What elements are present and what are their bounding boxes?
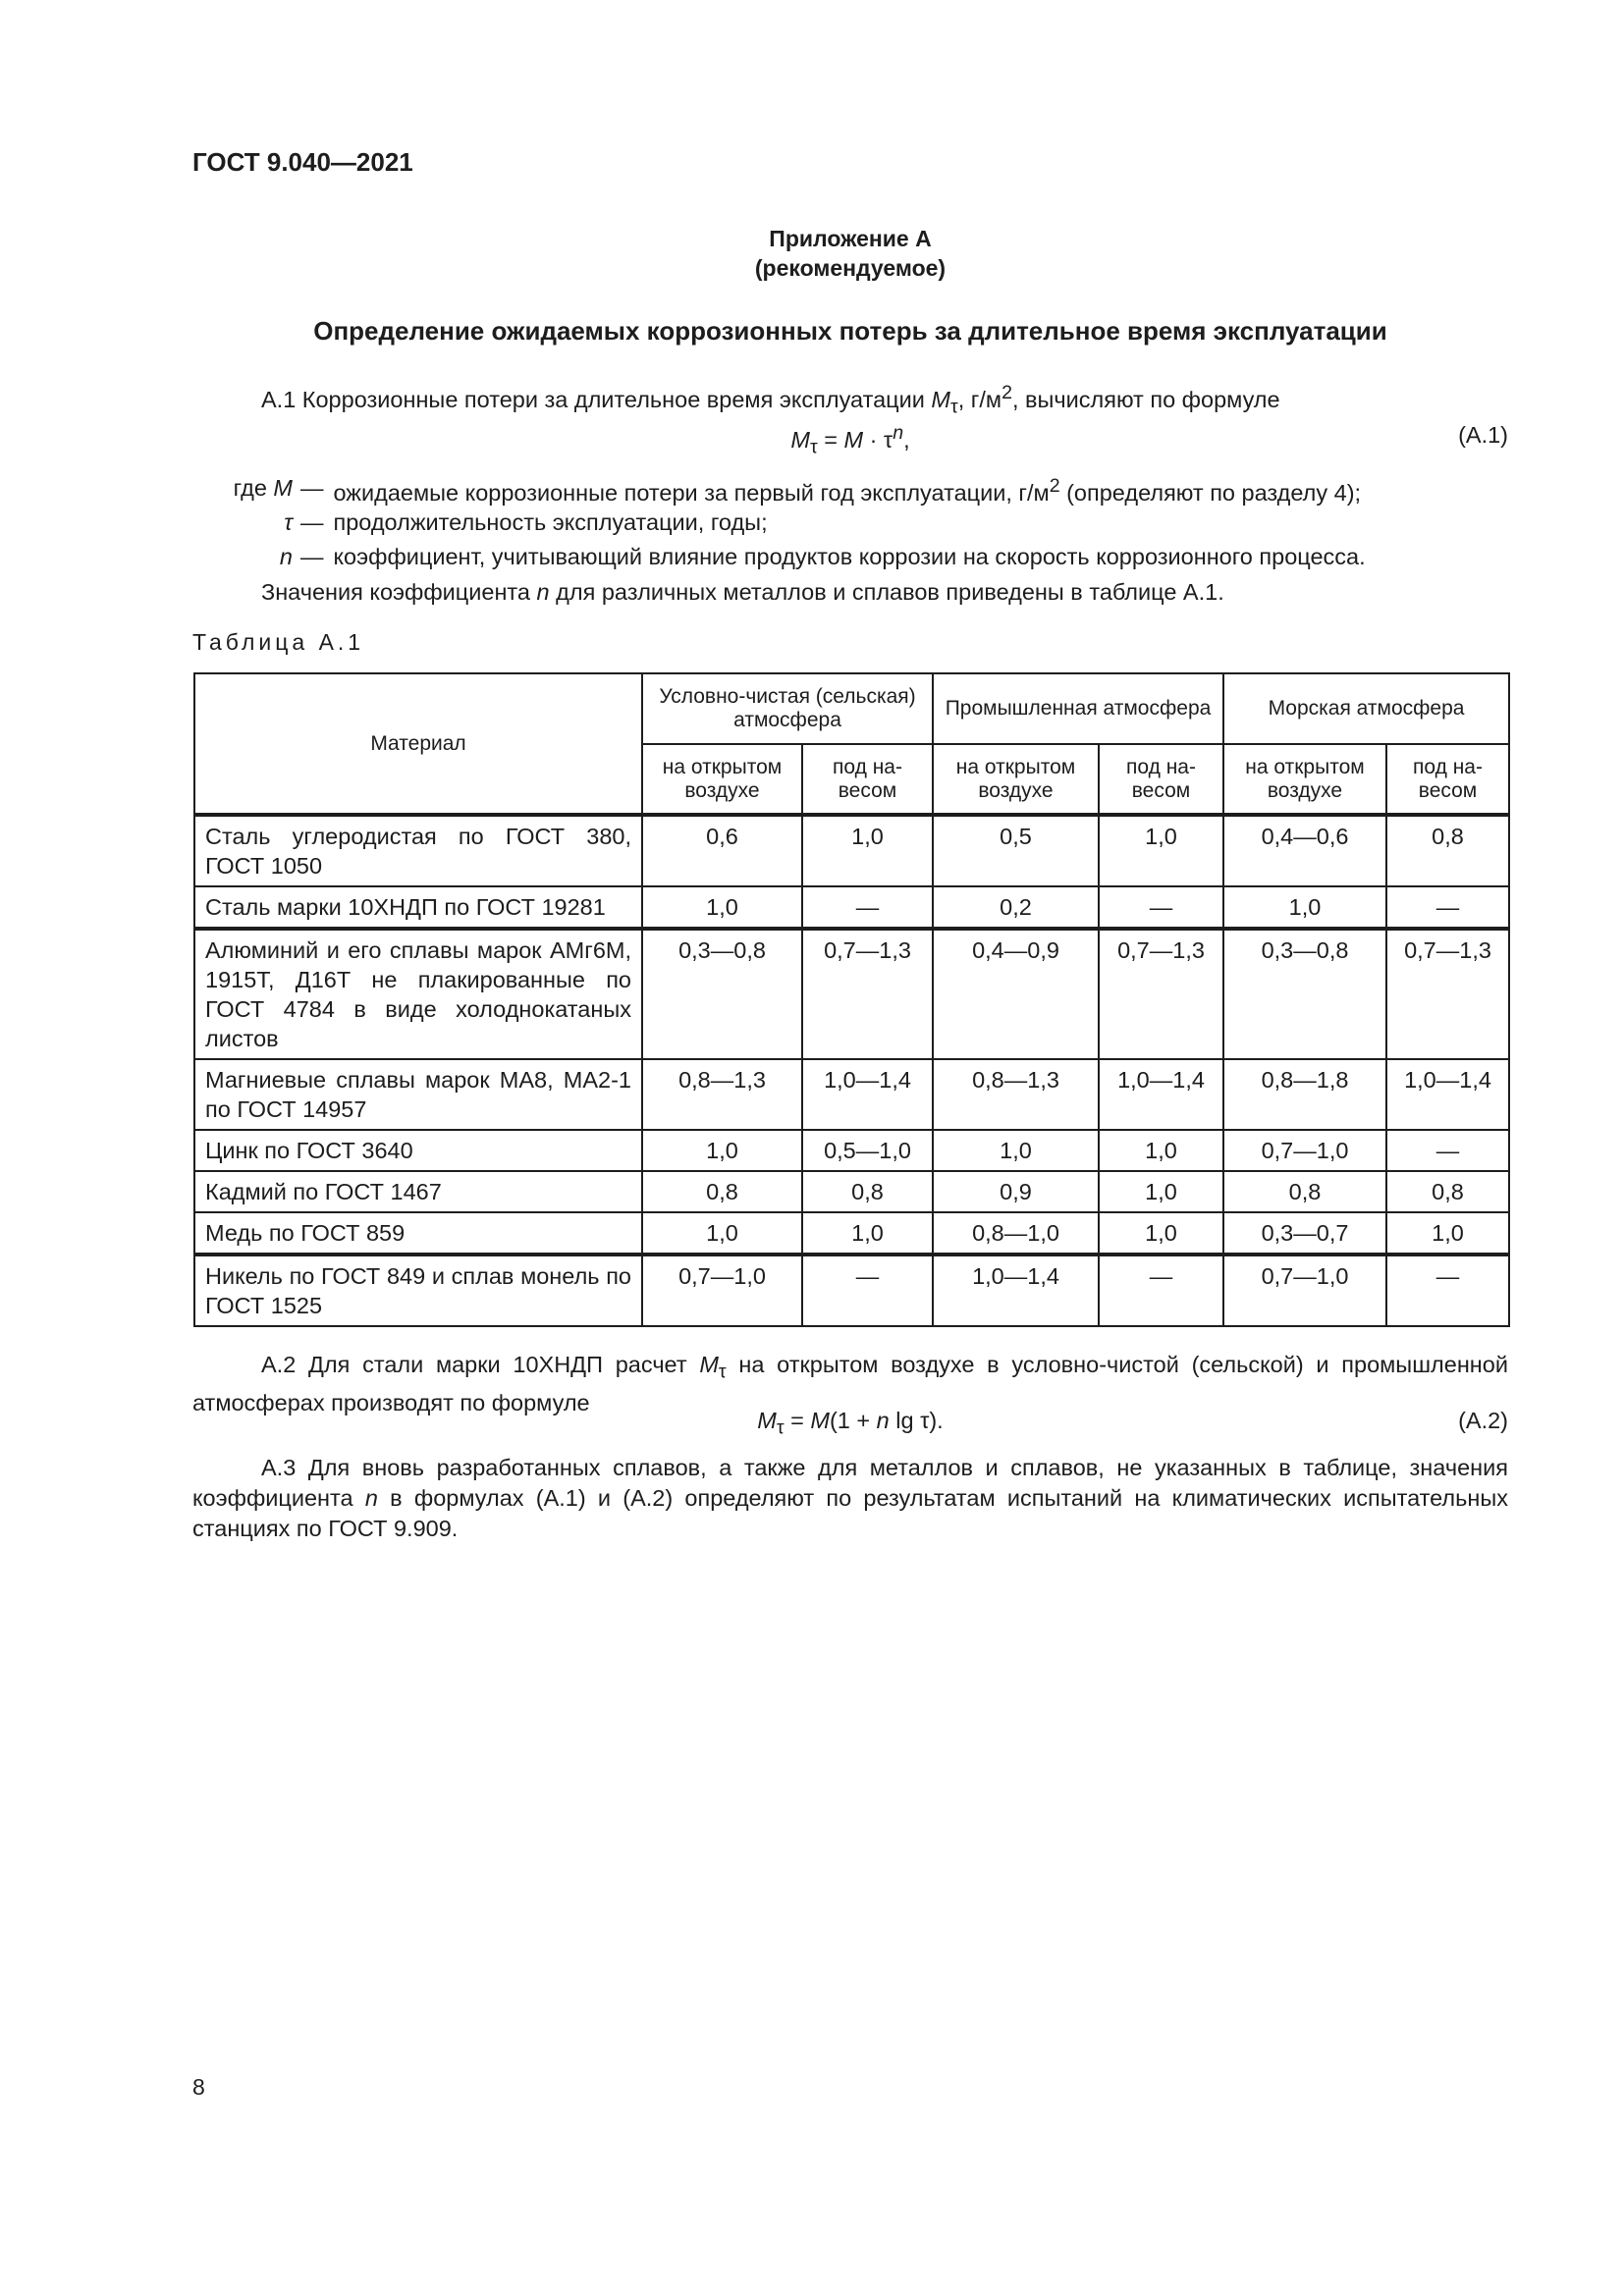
coefficient-table [193, 672, 1510, 1327]
header-group: Промышленная атмосфера [933, 673, 1223, 744]
formula-number-a1: (А.1) [1458, 422, 1508, 448]
material-cell: Сталь марки 10ХНДП по ГОСТ 19281 [194, 886, 642, 929]
header-material: Материал [194, 673, 642, 815]
coefficient-note: Значения коэффициента n для различных металлов и сплавов приведены в таблице А.1. [261, 579, 1224, 605]
material-cell: Кадмий по ГОСТ 1467 [194, 1171, 642, 1212]
material-cell: Магниевые сплавы марок МА8, МА2-1 по ГОСТ 14957 [194, 1059, 642, 1130]
material-cell: Цинк по ГОСТ 3640 [194, 1130, 642, 1171]
value-cell: 0,3—0,8 [642, 929, 802, 1059]
appendix-title: Приложение А [769, 226, 932, 251]
header-open-air: на открытом воздухе [1223, 744, 1386, 815]
value-cell: 0,2 [933, 886, 1099, 929]
value-cell: 1,0 [802, 815, 933, 886]
material-cell: Медь по ГОСТ 859 [194, 1212, 642, 1255]
paragraph-a3: А.3 Для вновь разработанных сплавов, а также для металлов и сплавов, не указанных в таблице, значения коэффициента n в формулах (А.1) и (А.2) определяют по результатам испытаний на климатических испытательных станциях по ГОСТ 9.909. [192, 1455, 1508, 1541]
table-row [194, 886, 1509, 929]
header-group: Условно-чистая (сельская) атмосфера [642, 673, 933, 744]
value-cell: — [1386, 1130, 1509, 1171]
header-under-shed: под на-весом [802, 744, 933, 815]
value-cell: 0,7—1,0 [642, 1255, 802, 1326]
table-row [194, 1130, 1509, 1171]
value-cell: 1,0—1,4 [1386, 1059, 1509, 1130]
header-group: Морская атмосфера [1223, 673, 1509, 744]
value-cell: 0,7—1,3 [1386, 929, 1509, 1059]
value-cell: 0,7—1,0 [1223, 1255, 1386, 1326]
value-cell: 0,4—0,6 [1223, 815, 1386, 886]
value-cell: 1,0 [1223, 886, 1386, 929]
value-cell: 0,3—0,7 [1223, 1212, 1386, 1255]
value-cell: 0,8 [1386, 1171, 1509, 1212]
formula-number-a2: (А.2) [1458, 1408, 1508, 1433]
value-cell: 0,5 [933, 815, 1099, 886]
table-row [194, 929, 1509, 1059]
appendix-heading: Определение ожидаемых коррозионных потерь за длительное время эксплуатации [313, 316, 1387, 346]
page-number: 8 [192, 2074, 205, 2100]
material-cell: Никель по ГОСТ 849 и сплав монель по ГОСТ 1525 [194, 1255, 642, 1326]
value-cell: 0,8—1,8 [1223, 1059, 1386, 1130]
formula-a1: $M_\tau = M \cdot \tau^n$, [790, 422, 910, 458]
value-cell: 1,0—1,4 [802, 1059, 933, 1130]
value-cell: — [802, 1255, 933, 1326]
value-cell: 1,0 [1099, 1130, 1223, 1171]
header-under-shed: под на-весом [1099, 744, 1223, 815]
value-cell: 1,0 [1386, 1212, 1509, 1255]
value-cell: — [1099, 1255, 1223, 1326]
value-cell: 0,7—1,0 [1223, 1130, 1386, 1171]
table-row [194, 1059, 1509, 1130]
table-row [194, 815, 1509, 886]
paragraph-a2: А.2 Для стали марки 10ХНДП расчет $M_\tau$ на открытом воздухе в условно-чистой (сельской) и промышленной атмосферах производят по формуле [192, 1352, 1508, 1415]
value-cell: — [1386, 886, 1509, 929]
value-cell: 0,7—1,3 [1099, 929, 1223, 1059]
material-cell: Сталь углеродистая по ГОСТ 380, ГОСТ 1050 [194, 815, 642, 886]
value-cell: — [1099, 886, 1223, 929]
value-cell: 1,0—1,4 [1099, 1059, 1223, 1130]
value-cell: 0,8—1,3 [642, 1059, 802, 1130]
value-cell: 0,8 [642, 1171, 802, 1212]
standard-code: ГОСТ 9.040—2021 [192, 147, 413, 177]
definition-row: n — коэффициент, учитывающий влияние продуктов коррозии на скорость коррозионного процесса. [279, 544, 1366, 569]
value-cell: 1,0 [642, 1130, 802, 1171]
value-cell: 0,4—0,9 [933, 929, 1099, 1059]
value-cell: 1,0 [642, 886, 802, 929]
value-cell: 1,0—1,4 [933, 1255, 1099, 1326]
value-cell: 1,0 [802, 1212, 933, 1255]
header-open-air: на открытом воздухе [642, 744, 802, 815]
value-cell: 1,0 [1099, 815, 1223, 886]
value-cell: 0,3—0,8 [1223, 929, 1386, 1059]
value-cell: 1,0 [1099, 1171, 1223, 1212]
definition-row: τ — продолжительность эксплуатации, годы; [284, 509, 768, 535]
value-cell: 0,8—1,3 [933, 1059, 1099, 1130]
value-cell: — [802, 886, 933, 929]
appendix-status: (рекомендуемое) [754, 255, 947, 281]
value-cell: 0,8 [1386, 815, 1509, 886]
value-cell: 0,6 [642, 815, 802, 886]
value-cell: 0,8—1,0 [933, 1212, 1099, 1255]
table-row [194, 1212, 1509, 1255]
value-cell: 0,8 [802, 1171, 933, 1212]
definition-row: где M — ожидаемые коррозионные потери за первый год эксплуатации, $г/м^2$ (определяют по разделу 4); [233, 475, 1362, 506]
value-cell: 1,0 [642, 1212, 802, 1255]
value-cell: 0,5—1,0 [802, 1130, 933, 1171]
value-cell: 1,0 [933, 1130, 1099, 1171]
table-caption: Таблица А.1 [192, 629, 365, 655]
table-row [194, 1171, 1509, 1212]
header-open-air: на открытом воздухе [933, 744, 1099, 815]
value-cell: 0,9 [933, 1171, 1099, 1212]
value-cell: 0,8 [1223, 1171, 1386, 1212]
formula-a2: $M_\tau = M(1 + n$ lg τ). [757, 1408, 944, 1439]
value-cell: — [1386, 1255, 1509, 1326]
header-under-shed: под на-весом [1386, 744, 1509, 815]
material-cell: Алюминий и его сплавы марок АМг6М, 1915Т, Д16Т не плакированные по ГОСТ 4784 в виде холоднокатаных листов [194, 929, 642, 1059]
paragraph-a1: А.1 Коррозионные потери за длительное время эксплуатации $M_\tau$, $г/м^2$, вычисляют по формуле [261, 382, 1280, 418]
value-cell: 0,7—1,3 [802, 929, 933, 1059]
table-row [194, 1255, 1509, 1326]
value-cell: 1,0 [1099, 1212, 1223, 1255]
